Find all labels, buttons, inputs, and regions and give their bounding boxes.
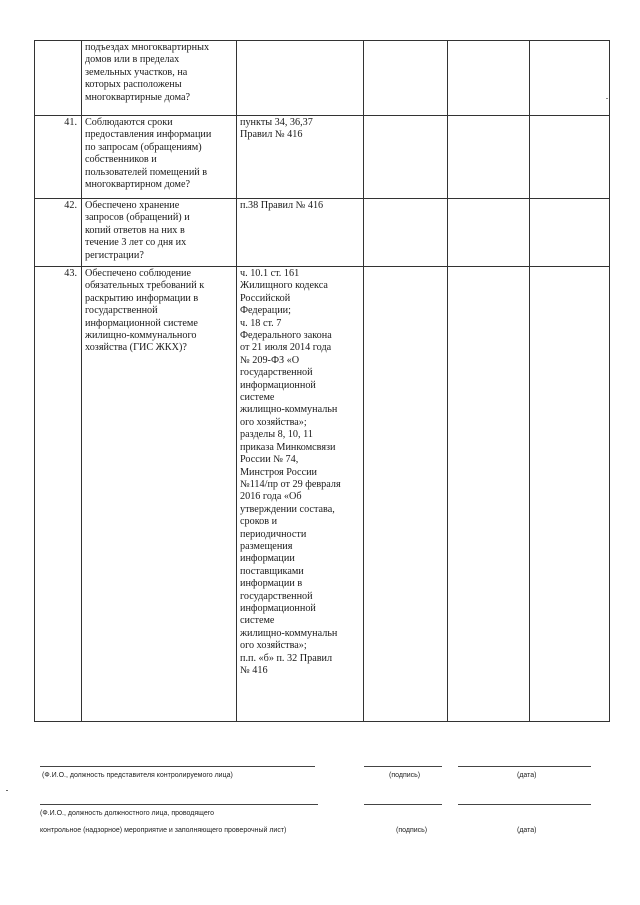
answer-na-cell	[530, 116, 610, 199]
rep-sign-caption: (подпись)	[389, 772, 421, 779]
row-number: 43.	[35, 267, 82, 722]
scan-mark	[6, 790, 8, 791]
answer-na-cell	[530, 267, 610, 722]
answer-no-cell	[448, 267, 530, 722]
rep-date-line	[458, 766, 591, 767]
answer-na-cell	[530, 41, 610, 116]
official-sign-caption: (подпись)	[396, 827, 428, 834]
answer-no-cell	[448, 116, 530, 199]
legal-reference: пункты 34, 36,37 Правил № 416	[237, 116, 364, 199]
row-number: 42.	[35, 199, 82, 267]
answer-yes-cell	[364, 199, 448, 267]
answer-yes-cell	[364, 116, 448, 199]
legal-reference	[237, 41, 364, 116]
requirement-question: подъездах многоквартирных домов или в пределах земельных участков, на которых расположены многоквартирные дома?	[82, 41, 237, 116]
rep-name-caption: (Ф.И.О., должность представителя контролируемого лица)	[42, 772, 233, 779]
official-date-line	[458, 804, 591, 805]
official-name-line	[40, 804, 318, 805]
answer-no-cell	[448, 199, 530, 267]
table-row	[35, 199, 610, 267]
rep-date-caption: (дата)	[517, 772, 537, 779]
legal-reference: ч. 10.1 ст. 161 Жилищного кодекса Российской Федерации; ч. 18 ст. 7 Федерального закона от 21 июля 2014 года № 209-ФЗ «О государственной информационной системе жилищно-коммунальн ого хозяйства»; разделы 8, 10, 11 приказа Минкомсвязи России № 74, Минстроя России №114/пр от 29 февраля 2016 года «Об утверждении состава, сроков и периодичности размещения информации поставщиками информации в государственной информационной системе жилищно-коммунальн ого хозяйства»; п.п. «б» п. 32 Правил № 416	[237, 267, 364, 722]
table-row	[35, 267, 610, 722]
official-date-caption: (дата)	[517, 827, 537, 834]
official-caption-line1: (Ф.И.О., должность должностного лица, проводящего	[40, 810, 215, 817]
answer-yes-cell	[364, 41, 448, 116]
requirement-question: Соблюдаются сроки предоставления информации по запросам (обращениям) собственников и пользователей помещений в многоквартирном доме?	[82, 116, 237, 199]
answer-na-cell	[530, 199, 610, 267]
official-caption-line2: контрольное (надзорное) мероприятие и заполняющего проверочный лист)	[40, 827, 287, 834]
rep-sign-line	[364, 766, 442, 767]
table-row	[35, 116, 610, 199]
answer-yes-cell	[364, 267, 448, 722]
requirement-question: Обеспечено соблюдение обязательных требований к раскрытию информации в государственной информационной системе жилищно-коммунального хозяйства (ГИС ЖКХ)?	[82, 267, 237, 722]
official-sign-line	[364, 804, 442, 805]
legal-reference: п.38 Правил № 416	[237, 199, 364, 267]
checklist-table	[34, 40, 610, 722]
table-row	[35, 41, 610, 116]
requirement-question: Обеспечено хранение запросов (обращений) и копий ответов на них в течение 3 лет со дня их регистрации?	[82, 199, 237, 267]
row-number: 41.	[35, 116, 82, 199]
row-number	[35, 41, 82, 116]
rep-name-line	[40, 766, 315, 767]
answer-no-cell	[448, 41, 530, 116]
